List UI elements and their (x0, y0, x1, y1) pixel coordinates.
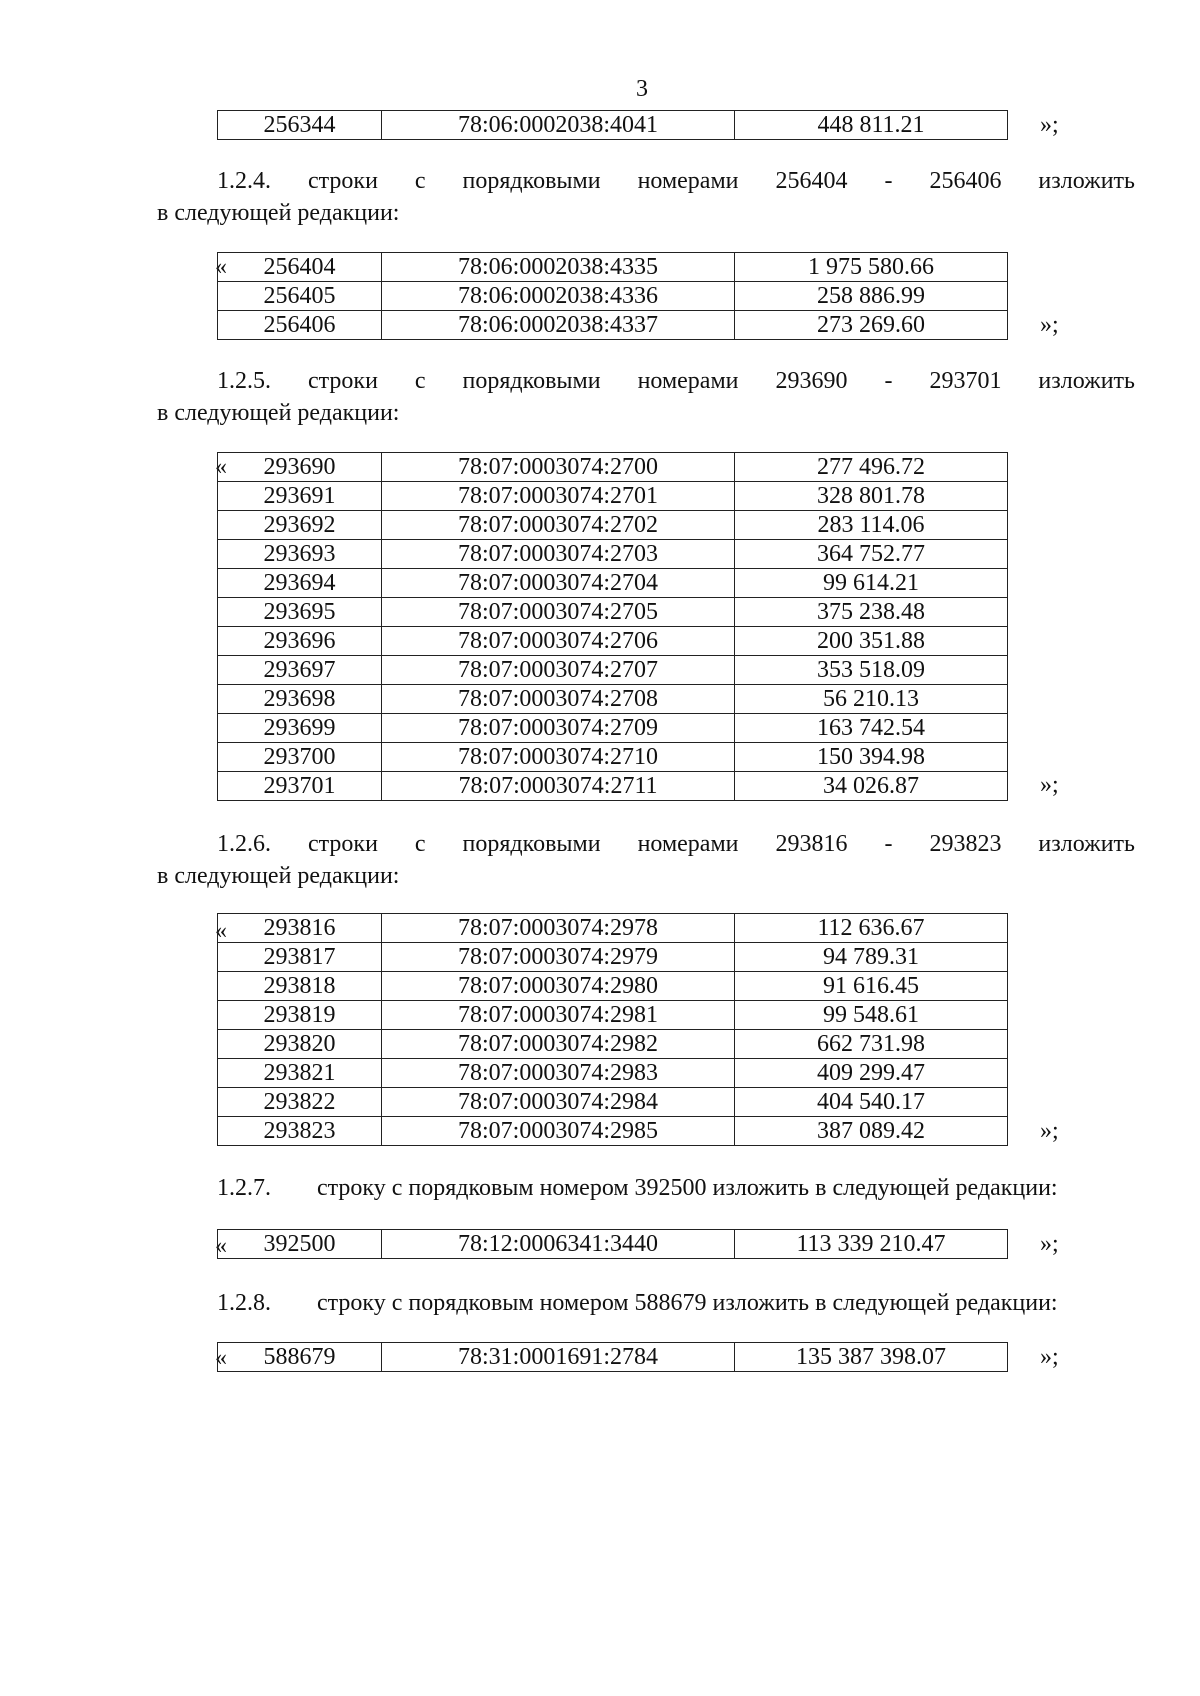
opening-quote: « (215, 454, 227, 480)
cadastral-number-cell: 78:12:0006341:3440 (382, 1230, 735, 1259)
paragraph-word: номерами (637, 168, 739, 194)
item-number: 1.2.6. (217, 831, 271, 857)
paragraph-1-2-5 (157, 365, 1135, 429)
paragraph-word: порядковыми (462, 831, 601, 857)
table-row (218, 1088, 1008, 1117)
row-number-cell: 256405 (218, 282, 382, 311)
cadastral-number-cell: 78:07:0003074:2700 (382, 453, 735, 482)
table-row (218, 1001, 1008, 1030)
table-row (218, 311, 1008, 340)
table-row (218, 743, 1008, 772)
paragraph-word: 293823 (929, 831, 1002, 857)
paragraph-word: 293816 (775, 831, 848, 857)
table-row (218, 685, 1008, 714)
cadastral-number-cell: 78:07:0003074:2984 (382, 1088, 735, 1117)
paragraph-word: - (884, 168, 893, 194)
table-1-2-8 (217, 1342, 1008, 1372)
row-number-cell: 588679 (218, 1343, 382, 1372)
row-number-cell: 293691 (218, 482, 382, 511)
cadastral-number-cell: 78:07:0003074:2983 (382, 1059, 735, 1088)
item-number: 1.2.5. (217, 368, 271, 394)
row-number-cell: 293696 (218, 627, 382, 656)
page-number: 3 (636, 76, 648, 102)
paragraph-word: строки (307, 168, 378, 194)
cadastral-number-cell: 78:07:0003074:2711 (382, 772, 735, 801)
paragraph-continuation: в следующей редакции: (157, 200, 400, 226)
paragraph-word: 293701 (929, 368, 1002, 394)
value-cell: 662 731.98 (735, 1030, 1008, 1059)
closing-quote: »; (1040, 1231, 1059, 1257)
paragraph-word: порядковыми (462, 368, 601, 394)
table-row (218, 627, 1008, 656)
cadastral-number-cell: 78:07:0003074:2980 (382, 972, 735, 1001)
value-cell: 387 089.42 (735, 1117, 1008, 1146)
table-row (218, 111, 1008, 140)
paragraph-word: - (884, 831, 893, 857)
paragraph-1-2-8 (157, 1287, 1135, 1319)
table-row (218, 1343, 1008, 1372)
cadastral-number-cell: 78:07:0003074:2979 (382, 943, 735, 972)
cadastral-number-cell: 78:07:0003074:2702 (382, 511, 735, 540)
paragraph-word: изложить (1038, 168, 1135, 194)
row-number-cell: 293694 (218, 569, 382, 598)
table-row (218, 914, 1008, 943)
value-cell: 200 351.88 (735, 627, 1008, 656)
table-row (218, 1117, 1008, 1146)
table-1-2-6 (217, 913, 1008, 1146)
value-cell: 113 339 210.47 (735, 1230, 1008, 1259)
cadastral-number-cell: 78:06:0002038:4041 (382, 111, 735, 140)
opening-quote: « (215, 1233, 227, 1259)
value-cell: 375 238.48 (735, 598, 1008, 627)
table-1-2-7 (217, 1229, 1008, 1259)
paragraph-word: 256406 (929, 168, 1002, 194)
opening-quote: « (215, 918, 227, 944)
paragraph-1-2-6 (157, 828, 1135, 892)
value-cell: 135 387 398.07 (735, 1343, 1008, 1372)
value-cell: 277 496.72 (735, 453, 1008, 482)
table-row (218, 511, 1008, 540)
row-number-cell: 293820 (218, 1030, 382, 1059)
table-row (218, 772, 1008, 801)
opening-quote: « (215, 254, 227, 280)
paragraph-continuation: в следующей редакции: (157, 400, 400, 426)
paragraph-word: 256404 (775, 168, 848, 194)
row-number-cell: 293822 (218, 1088, 382, 1117)
table-continuation (217, 110, 1008, 140)
row-number-cell: 293817 (218, 943, 382, 972)
row-number-cell: 293821 (218, 1059, 382, 1088)
row-number-cell: 293699 (218, 714, 382, 743)
cadastral-number-cell: 78:07:0003074:2707 (382, 656, 735, 685)
row-number-cell: 392500 (218, 1230, 382, 1259)
paragraph-1-2-7 (157, 1172, 1135, 1204)
row-number-cell: 293818 (218, 972, 382, 1001)
opening-quote: « (215, 1345, 227, 1371)
row-number-cell: 293700 (218, 743, 382, 772)
value-cell: 91 616.45 (735, 972, 1008, 1001)
value-cell: 150 394.98 (735, 743, 1008, 772)
row-number-cell: 256404 (218, 253, 382, 282)
row-number-cell: 293698 (218, 685, 382, 714)
paragraph-word: порядковыми (462, 168, 601, 194)
item-number: 1.2.7. (217, 1175, 271, 1201)
cadastral-number-cell: 78:31:0001691:2784 (382, 1343, 735, 1372)
value-cell: 163 742.54 (735, 714, 1008, 743)
table-row (218, 540, 1008, 569)
paragraph-word: строки (307, 368, 378, 394)
cadastral-number-cell: 78:07:0003074:2978 (382, 914, 735, 943)
table-row (218, 253, 1008, 282)
table-row (218, 453, 1008, 482)
paragraph-word: с (414, 168, 426, 194)
item-number: 1.2.4. (217, 168, 271, 194)
table-row (218, 569, 1008, 598)
table-row (218, 482, 1008, 511)
value-cell: 112 636.67 (735, 914, 1008, 943)
table-row (218, 1030, 1008, 1059)
cadastral-number-cell: 78:07:0003074:2709 (382, 714, 735, 743)
table-row (218, 1059, 1008, 1088)
cadastral-number-cell: 78:07:0003074:2706 (382, 627, 735, 656)
value-cell: 448 811.21 (735, 111, 1008, 140)
closing-quote: »; (1040, 1344, 1059, 1370)
cadastral-number-cell: 78:07:0003074:2704 (382, 569, 735, 598)
cadastral-number-cell: 78:06:0002038:4335 (382, 253, 735, 282)
cadastral-number-cell: 78:07:0003074:2710 (382, 743, 735, 772)
row-number-cell: 293697 (218, 656, 382, 685)
value-cell: 273 269.60 (735, 311, 1008, 340)
table-1-2-5 (217, 452, 1008, 801)
cadastral-number-cell: 78:06:0002038:4336 (382, 282, 735, 311)
cadastral-number-cell: 78:07:0003074:2708 (382, 685, 735, 714)
cadastral-number-cell: 78:07:0003074:2703 (382, 540, 735, 569)
value-cell: 34 026.87 (735, 772, 1008, 801)
value-cell: 258 886.99 (735, 282, 1008, 311)
value-cell: 56 210.13 (735, 685, 1008, 714)
value-cell: 1 975 580.66 (735, 253, 1008, 282)
row-number-cell: 293693 (218, 540, 382, 569)
paragraph-word: номерами (637, 831, 739, 857)
value-cell: 353 518.09 (735, 656, 1008, 685)
paragraph-1-2-4 (157, 165, 1135, 229)
table-row (218, 1230, 1008, 1259)
value-cell: 283 114.06 (735, 511, 1008, 540)
paragraph-word: изложить (1038, 368, 1135, 394)
row-number-cell: 293701 (218, 772, 382, 801)
row-number-cell: 293692 (218, 511, 382, 540)
row-number-cell: 293695 (218, 598, 382, 627)
paragraph-text: строку с порядковым номером 392500 изложить в следующей редакции: (317, 1175, 1058, 1201)
paragraph-text: строку с порядковым номером 588679 изложить в следующей редакции: (317, 1290, 1058, 1316)
cadastral-number-cell: 78:07:0003074:2701 (382, 482, 735, 511)
item-number: 1.2.8. (217, 1290, 271, 1316)
value-cell: 409 299.47 (735, 1059, 1008, 1088)
cadastral-number-cell: 78:07:0003074:2705 (382, 598, 735, 627)
closing-quote: »; (1040, 772, 1059, 798)
value-cell: 364 752.77 (735, 540, 1008, 569)
row-number-cell: 256344 (218, 111, 382, 140)
cadastral-number-cell: 78:07:0003074:2981 (382, 1001, 735, 1030)
cadastral-number-cell: 78:07:0003074:2982 (382, 1030, 735, 1059)
value-cell: 328 801.78 (735, 482, 1008, 511)
table-row (218, 598, 1008, 627)
table-row (218, 714, 1008, 743)
paragraph-word: изложить (1038, 831, 1135, 857)
table-1-2-4 (217, 252, 1008, 340)
table-row (218, 943, 1008, 972)
value-cell: 99 614.21 (735, 569, 1008, 598)
value-cell: 99 548.61 (735, 1001, 1008, 1030)
closing-quote: »; (1040, 1118, 1059, 1144)
paragraph-word: 293690 (775, 368, 848, 394)
table-row (218, 656, 1008, 685)
closing-quote: »; (1040, 312, 1059, 338)
paragraph-word: номерами (637, 368, 739, 394)
table-row (218, 972, 1008, 1001)
paragraph-word: строки (307, 831, 378, 857)
cadastral-number-cell: 78:07:0003074:2985 (382, 1117, 735, 1146)
value-cell: 404 540.17 (735, 1088, 1008, 1117)
closing-quote: »; (1040, 112, 1059, 138)
value-cell: 94 789.31 (735, 943, 1008, 972)
row-number-cell: 293816 (218, 914, 382, 943)
row-number-cell: 293823 (218, 1117, 382, 1146)
paragraph-continuation: в следующей редакции: (157, 863, 400, 889)
table-row (218, 282, 1008, 311)
row-number-cell: 293690 (218, 453, 382, 482)
paragraph-word: с (414, 368, 426, 394)
row-number-cell: 293819 (218, 1001, 382, 1030)
paragraph-word: с (414, 831, 426, 857)
paragraph-word: - (884, 368, 893, 394)
row-number-cell: 256406 (218, 311, 382, 340)
cadastral-number-cell: 78:06:0002038:4337 (382, 311, 735, 340)
